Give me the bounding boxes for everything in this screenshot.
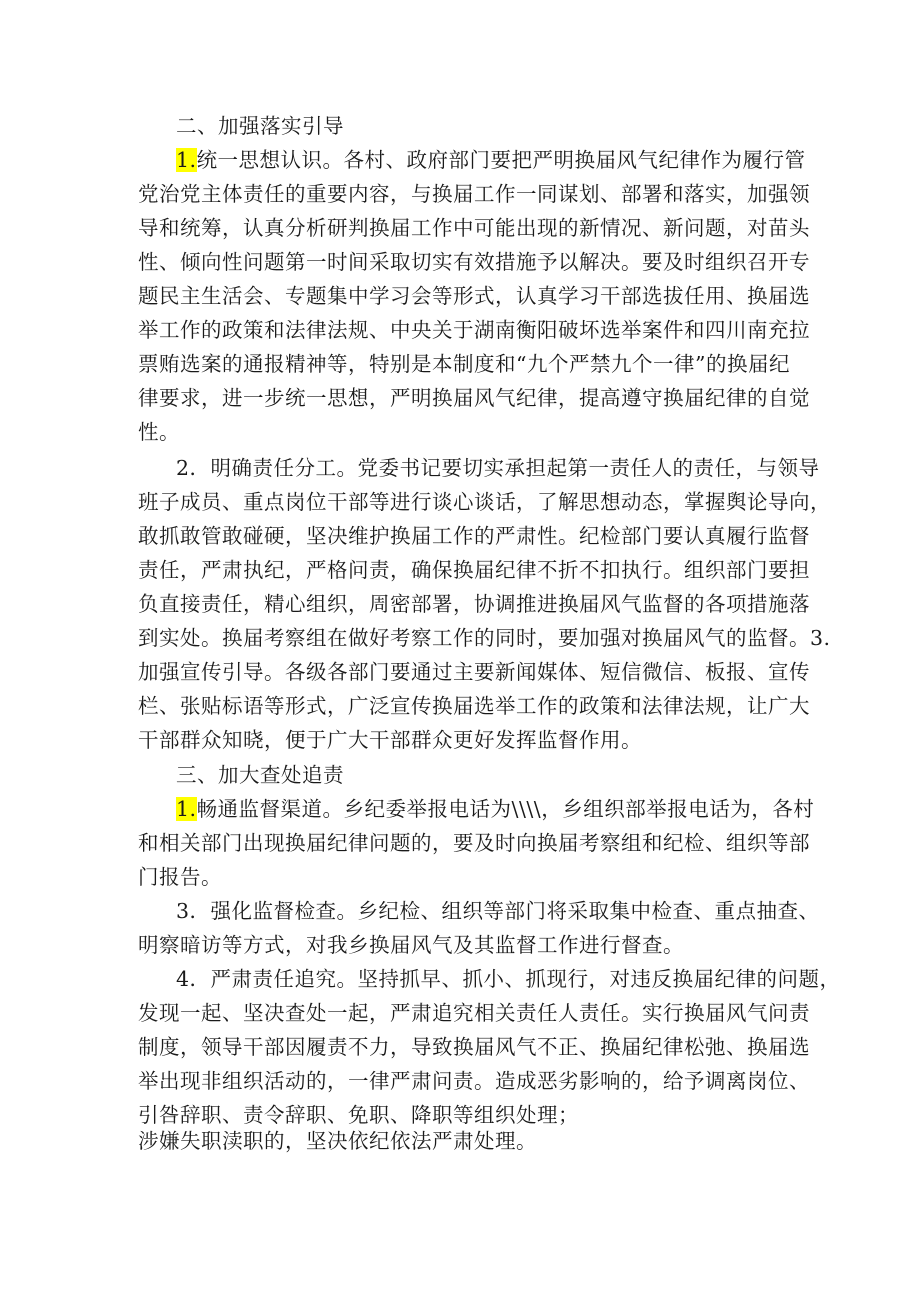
paragraph-line: 性。 (138, 420, 180, 444)
paragraph-line: 1.统一思想认识。各村、政府部门要把严明换届风气纪律作为履行管 (176, 148, 806, 172)
paragraph-line: 制度，领导干部因履责不力，导致换届风气不正、换届纪律松弛、换届选 (138, 1035, 810, 1059)
paragraph-line: 2．明确责任分工。党委书记要切实承担起第一责任人的责任，与领导 (176, 456, 820, 480)
paragraph-line: 举出现非组织活动的，一律严肃问责。造成恶劣影响的，给予调离岗位、 (138, 1069, 810, 1093)
paragraph-line: 门报告。 (138, 865, 222, 889)
section-heading-3: 三、加大查处追责 (176, 763, 344, 787)
paragraph-line: 律要求，进一步统一思想，严明换届风气纪律，提高遵守换届纪律的自觉 (138, 386, 810, 410)
paragraph-line: 票贿选案的通报精神等，特别是本制度和“九个严禁九个一律”的换届纪 (138, 352, 790, 376)
paragraph-line: 班子成员、重点岗位干部等进行谈心谈话，了解思想动态，掌握舆论导向， (138, 490, 831, 514)
paragraph-line: 发现一起、坚决查处一起，严肃追究相关责任人责任。实行换届风气问责 (138, 1001, 810, 1025)
highlighted-number: 1. (176, 797, 197, 821)
paragraph-line: 栏、张贴标语等形式，广泛宣传换届选举工作的政策和法律法规，让广大 (138, 694, 810, 718)
paragraph-line: 明察暗访等方式，对我乡换届风气及其监督工作进行督查。 (138, 933, 684, 957)
paragraph-line: 党治党主体责任的重要内容，与换届工作一同谋划、部署和落实，加强领 (138, 182, 810, 206)
section-heading-2: 二、加强落实引导 (176, 114, 344, 138)
paragraph-line: 和相关部门出现换届纪律问题的，要及时向换届考察组和纪检、组织等部 (138, 831, 810, 855)
paragraph-line: 3．强化监督检查。乡纪检、组织等部门将采取集中检查、重点抽查、 (176, 899, 820, 923)
paragraph-line: 题民主生活会、专题集中学习会等形式，认真学习干部选拔任用、换届选 (138, 284, 810, 308)
paragraph-line: 导和统筹，认真分析研判换届工作中可能出现的新情况、新问题，对苗头 (138, 216, 810, 240)
paragraph-line: 负直接责任，精心组织，周密部署，协调推进换届风气监督的各项措施落 (138, 592, 810, 616)
highlighted-number: 1. (176, 148, 197, 172)
paragraph-line: 4．严肃责任追究。坚持抓早、抓小、抓现行，对违反换届纪律的问题， (176, 967, 841, 991)
paragraph-line: 到实处。换届考察组在做好考察工作的同时，要加强对换届风气的监督。3. (138, 626, 831, 650)
paragraph-line: 涉嫌失职渎职的，坚决依纪依法严肃处理。 (138, 1129, 537, 1153)
paragraph-line: 引咎辞职、责令辞职、免职、降职等组织处理； (138, 1103, 579, 1127)
paragraph-line: 敢抓敢管敢碰硬，坚决维护换届工作的严肃性。纪检部门要认真履行监督 (138, 524, 810, 548)
paragraph-line: 加强宣传引导。各级各部门要通过主要新闻媒体、短信微信、板报、宣传 (138, 660, 810, 684)
paragraph-line: 1.畅通监督渠道。乡纪委举报电话为\\\\，乡组织部举报电话为，各村 (176, 797, 815, 821)
paragraph-line: 举工作的政策和法律法规、中央关于湖南衡阳破坏选举案件和四川南充拉 (138, 318, 810, 342)
paragraph-line: 性、倾向性问题第一时间采取切实有效措施予以解决。要及时组织召开专 (138, 250, 810, 274)
paragraph-line: 责任，严肃执纪，严格问责，确保换届纪律不折不扣执行。组织部门要担 (138, 558, 810, 582)
paragraph-line: 干部群众知晓，便于广大干部群众更好发挥监督作用。 (138, 728, 642, 752)
